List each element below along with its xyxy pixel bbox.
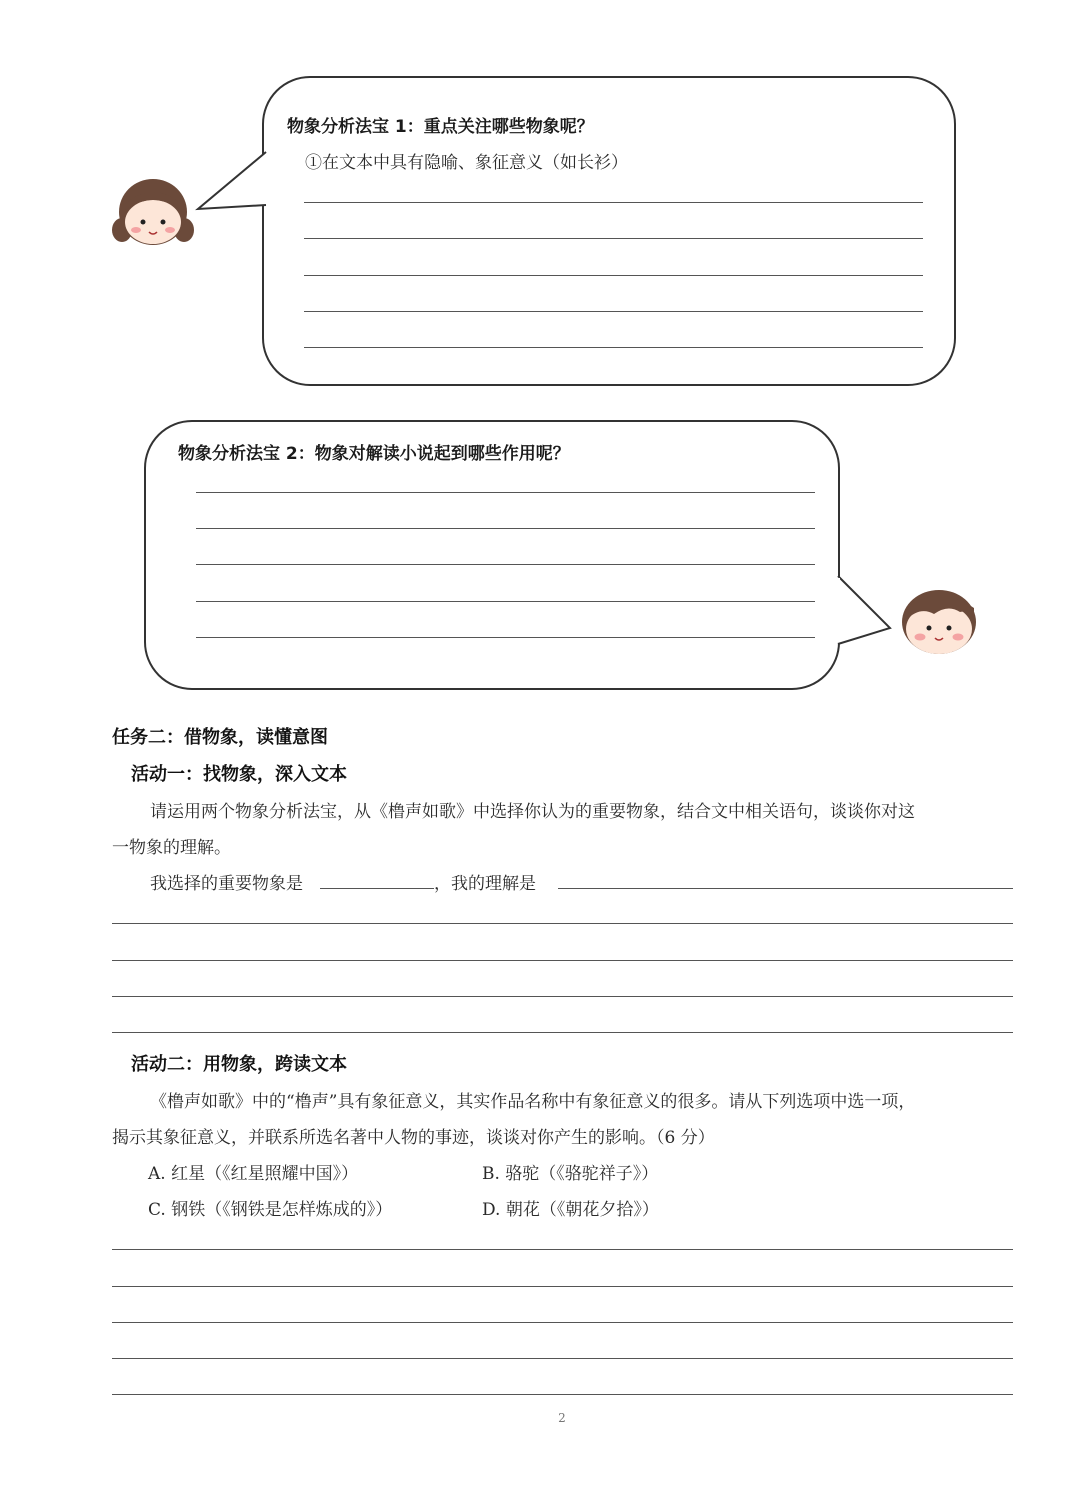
- bubble-1-title: 物象分析法宝 1：重点关注哪些物象呢？: [287, 117, 594, 137]
- answer-line[interactable]: [304, 202, 923, 203]
- answer-line[interactable]: [112, 1358, 1013, 1359]
- answer-line[interactable]: [112, 1394, 1013, 1395]
- fill-blank-understanding[interactable]: [558, 888, 1013, 889]
- answer-line[interactable]: [196, 564, 815, 565]
- girl-avatar-icon: [110, 172, 198, 252]
- answer-line[interactable]: [304, 275, 923, 276]
- answer-line[interactable]: [304, 311, 923, 312]
- answer-line[interactable]: [196, 637, 815, 638]
- option-b: B. 骆驼（《骆驼祥子》）: [482, 1164, 659, 1184]
- answer-line[interactable]: [304, 238, 923, 239]
- answer-line[interactable]: [304, 347, 923, 348]
- activity-2-heading: 活动二：用物象，跨读文本: [131, 1054, 347, 1075]
- bubble-1-item: ①在文本中具有隐喻、象征意义（如长衫）: [305, 153, 628, 173]
- task-2-heading: 任务二：借物象，读懂意图: [112, 727, 328, 748]
- option-a: A. 红星（《红星照耀中国》）: [148, 1164, 359, 1184]
- fill-prompt-object: 我选择的重要物象是: [150, 874, 303, 894]
- page-number: 2: [558, 1411, 566, 1425]
- boy-avatar-icon: [898, 584, 980, 656]
- fill-prompt-understanding: ，我的理解是: [434, 874, 536, 894]
- answer-line[interactable]: [112, 1249, 1013, 1250]
- option-c: C. 钢铁（《钢铁是怎样炼成的》）: [148, 1200, 393, 1220]
- activity-1-heading: 活动一：找物象，深入文本: [131, 764, 347, 785]
- activity-1-paragraph-line-2: 一物象的理解。: [112, 838, 231, 858]
- fill-blank-object[interactable]: [320, 888, 434, 889]
- bubble-2-title: 物象分析法宝 2：物象对解读小说起到哪些作用呢？: [178, 444, 570, 464]
- answer-line[interactable]: [196, 528, 815, 529]
- answer-line[interactable]: [112, 960, 1013, 961]
- activity-1-paragraph-line-1: 请运用两个物象分析法宝，从《橹声如歌》中选择你认为的重要物象，结合文中相关语句，谈谈你对这: [150, 802, 915, 822]
- activity-2-paragraph-line-1: 《橹声如歌》中的“橹声”具有象征意义，其实作品名称中有象征意义的很多。请从下列选项中选一项，: [150, 1092, 916, 1112]
- option-d: D. 朝花（《朝花夕拾》）: [482, 1200, 659, 1220]
- answer-line[interactable]: [112, 1032, 1013, 1033]
- answer-line[interactable]: [196, 492, 815, 493]
- answer-line[interactable]: [112, 923, 1013, 924]
- bubble-2-tail: [832, 570, 896, 650]
- answer-line[interactable]: [112, 1286, 1013, 1287]
- answer-line[interactable]: [196, 601, 815, 602]
- answer-line[interactable]: [112, 1322, 1013, 1323]
- answer-line[interactable]: [112, 996, 1013, 997]
- activity-2-paragraph-line-2: 揭示其象征意义，并联系所选名著中人物的事迹，谈谈对你产生的影响。（6 分）: [112, 1128, 715, 1148]
- bubble-1-tail: [190, 150, 270, 220]
